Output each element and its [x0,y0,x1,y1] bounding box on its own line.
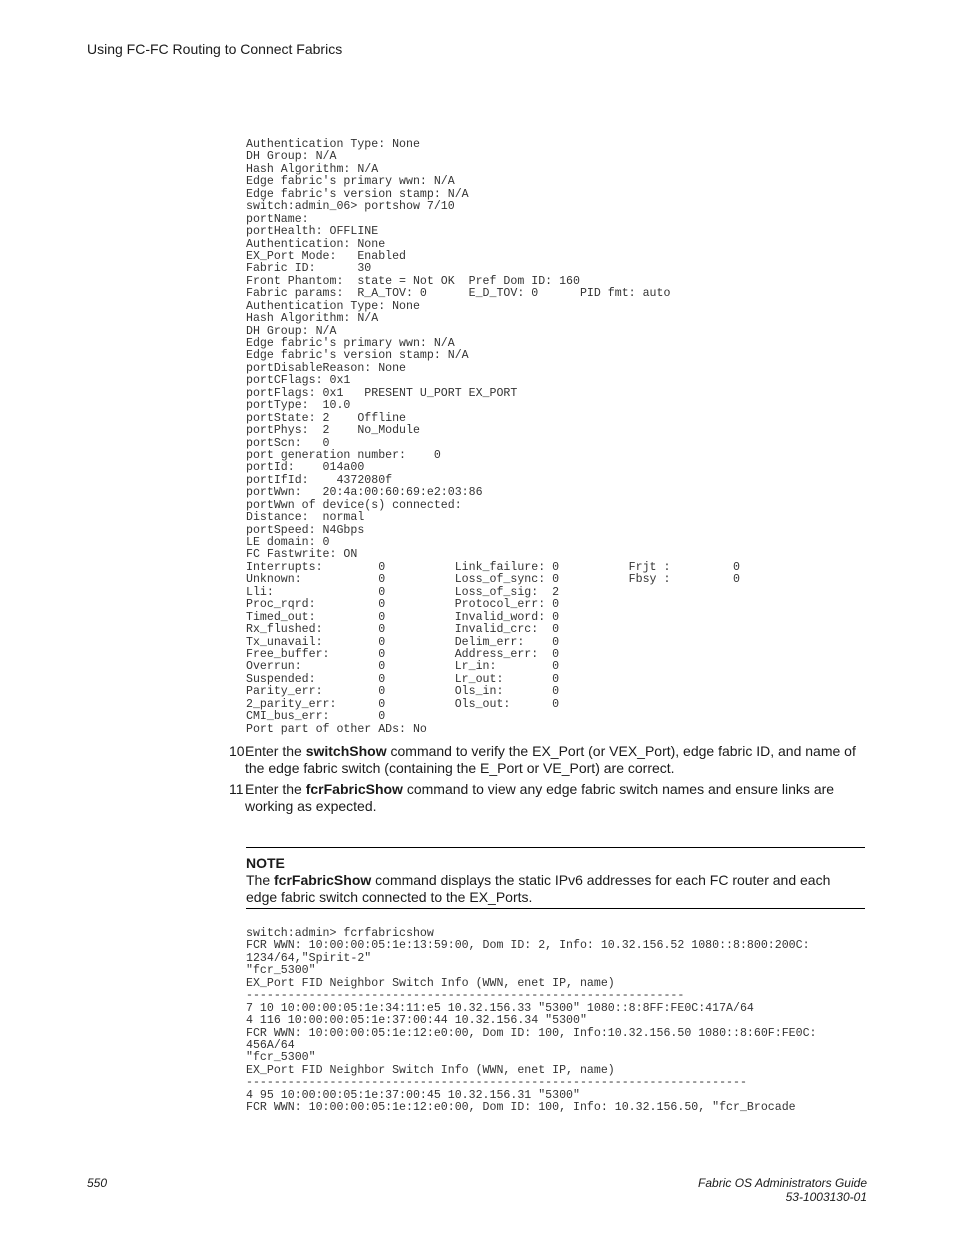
code-line: Free_buffer: 0 Address_err: 0 [246,647,560,661]
document-number: 53-1003130-01 [785,1190,867,1204]
code-line: 2_parity_err: 0 Ols_out: 0 [246,697,560,711]
command-name: fcrFabricShow [274,872,372,888]
code-line: Authentication: None [246,237,386,251]
code-line: portFlags: 0x1 PRESENT U_PORT EX_PORT [246,386,518,400]
step-number: 10 [229,743,245,759]
code-line: portId: 014a00 [246,461,365,475]
note-box [246,847,865,909]
code-line: portName: [246,212,309,226]
code-line: portHealth: OFFLINE [246,225,379,239]
footer-document-info [698,1176,867,1204]
code-line: portDisableReason: None [246,361,407,375]
note-heading: NOTE [246,855,285,871]
code-line: portSpeed: N4Gbps [246,523,365,537]
code-line: portType: 10.0 [246,399,351,413]
code-line: Authentication Type: None [246,138,420,151]
code-line: 7 10 10:00:00:05:1e:34:11:e5 10.32.156.33 "5300" 1080::8:8FF:FE0C:417A/64 [246,1001,754,1015]
code-line: portCFlags: 0x1 [246,374,351,388]
step-10 [229,743,869,777]
code-line: switch:admin> fcrfabricshow [246,927,434,940]
code-line: switch:admin_06> portshow 7/10 [246,200,455,214]
code-line: portIfId: 4372080f [246,473,393,487]
step-text: Enter the fcrFabricShow command to view any edge fabric switch names and ensure links are working as expected. [245,781,835,814]
code-line: portState: 2 Offline [246,411,407,425]
code-line: Edge fabric's primary wwn: N/A [246,337,455,350]
code-line: 1234/64,"Spirit-2" [246,951,372,965]
code-line: EX_Port FID Neighbor Switch Info (WWN, enet IP, name) [246,976,615,990]
code-line: CMI_bus_err: 0 [246,710,386,724]
step-text: Enter the switchShow command to verify the EX_Port (or VEX_Port), edge fabric ID, and name of the edge fabric switch (containing the E_Port or VE_Port) are correct. [245,743,856,776]
code-line: portWwn: 20:4a:00:60:69:e2:03:86 [246,486,483,500]
code-line: Rx_flushed: 0 Invalid_crc: 0 [246,623,560,637]
code-line: Overrun: 0 Lr_in: 0 [246,660,560,674]
fcrfabricshow-output-code-block [246,928,866,1115]
code-line: Suspended: 0 Lr_out: 0 [246,672,560,686]
code-line: FCR WWN: 10:00:00:05:1e:12:e0:00, Dom ID: 100, Info:10.32.156.50 1080::8:60F:FE0C: [246,1026,817,1040]
code-line: Hash Algorithm: N/A [246,312,379,326]
code-line: Edge fabric's primary wwn: N/A [246,175,455,189]
code-line: "fcr_5300" [246,1051,316,1065]
code-line: 456A/64 [246,1038,295,1052]
guide-title: Fabric OS Administrators Guide [698,1176,867,1190]
step-number: 11 [229,781,244,797]
code-line: Front Phantom: state = Not OK Pref Dom ID: 160 [246,274,580,288]
code-line: Hash Algorithm: N/A [246,162,379,176]
code-line: Edge fabric's version stamp: N/A [246,349,469,363]
code-line: EX_Port Mode: Enabled [246,249,407,263]
code-line: Port part of other ADs: No [246,722,427,736]
code-line: "fcr_5300" [246,964,316,978]
code-line: Proc_rqrd: 0 Protocol_err: 0 [246,598,560,612]
code-line: LE domain: 0 [246,536,330,549]
code-line: port generation number: 0 [246,448,441,462]
code-line: Interrupts: 0 Link_failure: 0 Frjt : 0 [246,560,740,574]
code-line: portScn: 0 [246,436,330,450]
code-line: DH Group: N/A [246,150,337,164]
code-line: EX_Port FID Neighbor Switch Info (WWN, enet IP, name) [246,1063,615,1077]
code-line: Parity_err: 0 Ols_in: 0 [246,685,560,699]
code-line: 4 95 10:00:00:05:1e:37:00:45 10.32.156.31 "5300" [246,1088,580,1102]
code-line: ------------------------------------------------------------------------ [246,1076,747,1090]
command-name: switchShow [305,743,387,759]
code-line: DH Group: N/A [246,324,337,338]
code-line: Tx_unavail: 0 Delim_err: 0 [246,635,560,649]
portshow-output-code-block [246,139,866,736]
code-line: --------------------------------------------------------------- [246,989,685,1003]
code-line: portWwn of device(s) connected: [246,498,462,512]
code-line: portPhys: 2 No_Module [246,424,420,438]
code-line: FCR WWN: 10:00:00:05:1e:12:e0:00, Dom ID: 100, Info: 10.32.156.50, "fcr_Brocade [246,1101,796,1115]
code-line: FC Fastwrite: ON [246,548,358,562]
code-line: Fabric ID: 30 [246,262,372,276]
command-name: fcrFabricShow [305,781,403,797]
code-line: Fabric params: R_A_TOV: 0 E_D_TOV: 0 PID fmt: auto [246,287,671,301]
code-line: Authentication Type: None [246,299,420,313]
code-line: Unknown: 0 Loss_of_sync: 0 Fbsy : 0 [246,573,740,587]
code-line: Distance: normal [246,511,365,525]
code-line: Timed_out: 0 Invalid_word: 0 [246,610,560,624]
code-line: Lli: 0 Loss_of_sig: 2 [246,585,560,599]
code-line: Edge fabric's version stamp: N/A [246,187,469,201]
page-number: 550 [87,1176,108,1190]
code-line: 4 116 10:00:00:05:1e:37:00:44 10.32.156.34 "5300" [246,1014,587,1028]
code-line: FCR WWN: 10:00:00:05:1e:13:59:00, Dom ID: 2, Info: 10.32.156.52 1080::8:800:200C: [246,939,810,953]
note-text: The fcrFabricShow command displays the static IPv6 addresses for each FC router and each edge fabric switch connected to the EX_Ports. [246,872,831,905]
step-11 [229,781,869,815]
running-header: Using FC-FC Routing to Connect Fabrics [87,41,343,57]
